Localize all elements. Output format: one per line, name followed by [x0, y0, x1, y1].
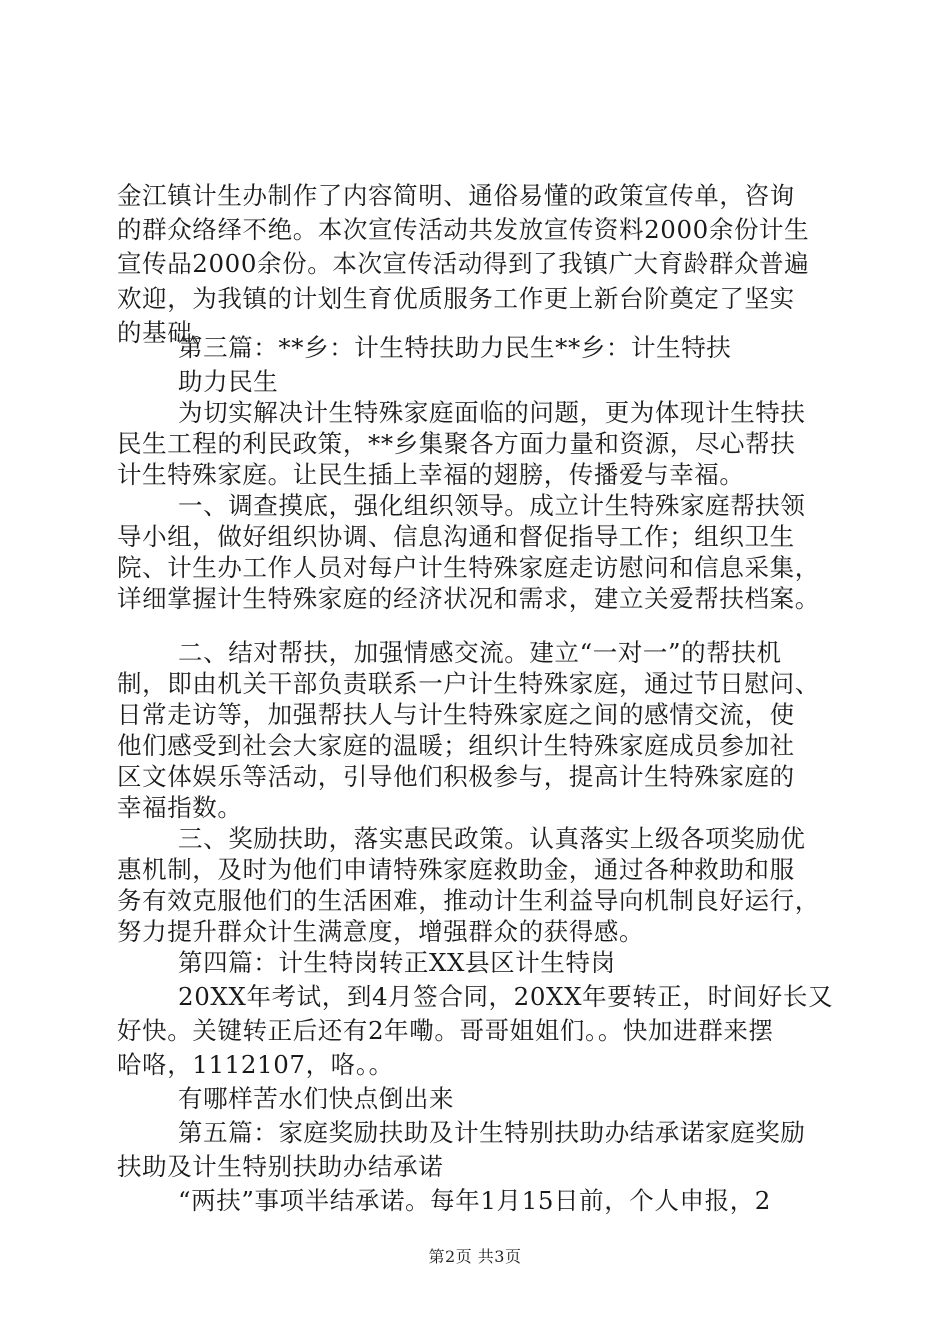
- body-line: 20XX年考试，到4月签合同，20XX年要转正，时间好长又: [178, 982, 834, 1011]
- body-line: 导小组，做好组织协调、信息沟通和督促指导工作；组织卫生: [117, 522, 795, 551]
- body-line: 民生工程的利民政策，**乡集聚各方面力量和资源，尽心帮扶: [117, 429, 796, 458]
- body-line: 院、计生办工作人员对每户计生特殊家庭走访慰问和信息采集，: [117, 553, 820, 582]
- body-line: 好快。关键转正后还有2年嘞。哥哥姐姐们。。快加进群来摆: [117, 1016, 774, 1045]
- body-line: 努力提升群众计生满意度，增强群众的获得感。: [117, 917, 645, 946]
- body-line: 为切实解决计生特殊家庭面临的问题，更为体现计生特扶: [178, 398, 806, 427]
- section-heading: 第五篇：家庭奖励扶助及计生特别扶助办结承诺家庭奖励: [178, 1118, 806, 1147]
- section-heading: 第三篇：**乡：计生特扶助力民生**乡：计生特扶: [178, 333, 732, 362]
- body-line: 详细掌握计生特殊家庭的经济状况和需求，建立关爱帮扶档案。: [117, 584, 820, 613]
- body-line: 务有效克服他们的生活困难，推动计生利益导向机制良好运行，: [117, 886, 820, 915]
- body-line: 他们感受到社会大家庭的温暖；组织计生特殊家庭成员参加社: [117, 731, 795, 760]
- body-line: 二、结对帮扶，加强情感交流。建立“一对一”的帮扶机: [178, 638, 782, 667]
- body-line: 的基础。: [117, 318, 218, 347]
- body-line: 金江镇计生办制作了内容简明、通俗易懂的政策宣传单，咨询: [117, 181, 795, 210]
- body-line: 的群众络绎不绝。本次宣传活动共发放宣传资料2000余份计生: [117, 215, 810, 244]
- page-number-footer: 第2页 共3页: [428, 1247, 522, 1266]
- body-line: 一、调查摸底，强化组织领导。成立计生特殊家庭帮扶领: [178, 491, 806, 520]
- body-line: 幸福指数。: [117, 793, 243, 822]
- section-heading: 第四篇：计生特岗转正XX县区计生特岗: [178, 948, 616, 977]
- body-line: 区文体娱乐等活动，引导他们积极参与，提高计生特殊家庭的: [117, 762, 795, 791]
- body-line: 三、奖励扶助，落实惠民政策。认真落实上级各项奖励优: [178, 824, 806, 853]
- body-line: 惠机制，及时为他们申请特殊家庭救助金，通过各种救助和服: [117, 855, 795, 884]
- body-line: 宣传品2000余份。本次宣传活动得到了我镇广大育龄群众普遍: [117, 249, 810, 278]
- section-heading-continued: 扶助及计生特别扶助办结承诺: [117, 1152, 444, 1181]
- section-heading-continued: 助力民生: [178, 367, 279, 396]
- body-line: 计生特殊家庭。让民生插上幸福的翅膀，传播爱与幸福。: [117, 460, 745, 489]
- body-line: 日常走访等，加强帮扶人与计生特殊家庭之间的感情交流，使: [117, 700, 795, 729]
- body-line: 欢迎，为我镇的计划生育优质服务工作更上新台阶奠定了坚实: [117, 284, 795, 313]
- body-line: 哈咯，1112107，咯。。: [117, 1050, 394, 1079]
- body-line: “两扶”事项半结承诺。每年1月15日前，个人申报，2: [178, 1186, 771, 1215]
- body-line: 有哪样苦水们快点倒出来: [178, 1084, 455, 1113]
- body-line: 制，即由机关干部负责联系一户计生特殊家庭，通过节日慰问、: [117, 669, 820, 698]
